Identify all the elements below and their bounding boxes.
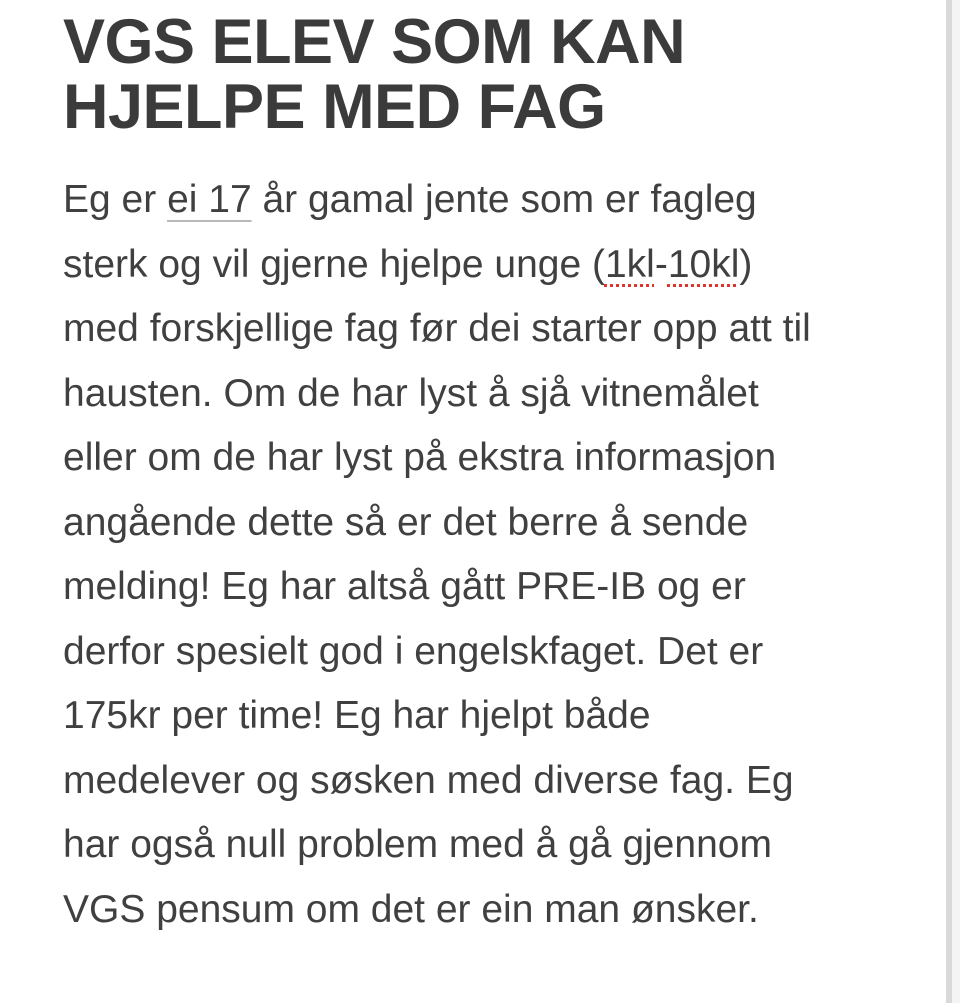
detected-link[interactable]: ei 17 bbox=[167, 178, 252, 221]
body-line-8: derfor spesielt god i engelskfaget. Det er bbox=[63, 629, 764, 673]
body-line-6: angående dette så er det berre å sende bbox=[63, 500, 749, 544]
body-text-segment: Eg er bbox=[63, 178, 168, 221]
spellcheck-flagged-word[interactable]: 1kl bbox=[604, 242, 655, 286]
post-title bbox=[63, 0, 923, 140]
post-title-line-1: VGS ELEV SOM KAN bbox=[63, 7, 686, 77]
body-line-7: melding! Eg har altså gått PRE-IB og er bbox=[63, 565, 746, 608]
body-text-segment: år gamal jente som er fagleg bbox=[251, 178, 757, 221]
post-body bbox=[63, 168, 923, 942]
post-title-line-2: HJELPE MED FAG bbox=[63, 72, 606, 142]
body-line-10: medelever og søsken med diverse fag. Eg bbox=[63, 758, 794, 802]
body-line-2 bbox=[63, 233, 923, 298]
body-line-9: 175kr per time! Eg har hjelpt både bbox=[63, 694, 651, 737]
body-line-1 bbox=[63, 168, 923, 233]
body-text-segment: ) bbox=[739, 242, 753, 286]
body-line-12: VGS pensum om det er ein man ønsker. bbox=[63, 887, 759, 931]
body-text-segment: sterk og vil gjerne hjelpe unge ( bbox=[63, 242, 605, 286]
vertical-scrollbar[interactable] bbox=[946, 0, 952, 1003]
body-line-5: eller om de har lyst på ekstra informasjon bbox=[63, 436, 777, 479]
body-line-3: med forskjellige fag før dei starter opp att til bbox=[63, 307, 811, 350]
post-content bbox=[63, 0, 923, 942]
body-text-segment: - bbox=[654, 242, 668, 286]
spellcheck-flagged-word[interactable]: 10kl bbox=[667, 242, 740, 286]
page-edge bbox=[952, 0, 960, 1003]
body-line-11: har også null problem med å gå gjennom bbox=[63, 823, 772, 866]
body-line-4: hausten. Om de har lyst å sjå vitnemålet bbox=[63, 371, 759, 415]
